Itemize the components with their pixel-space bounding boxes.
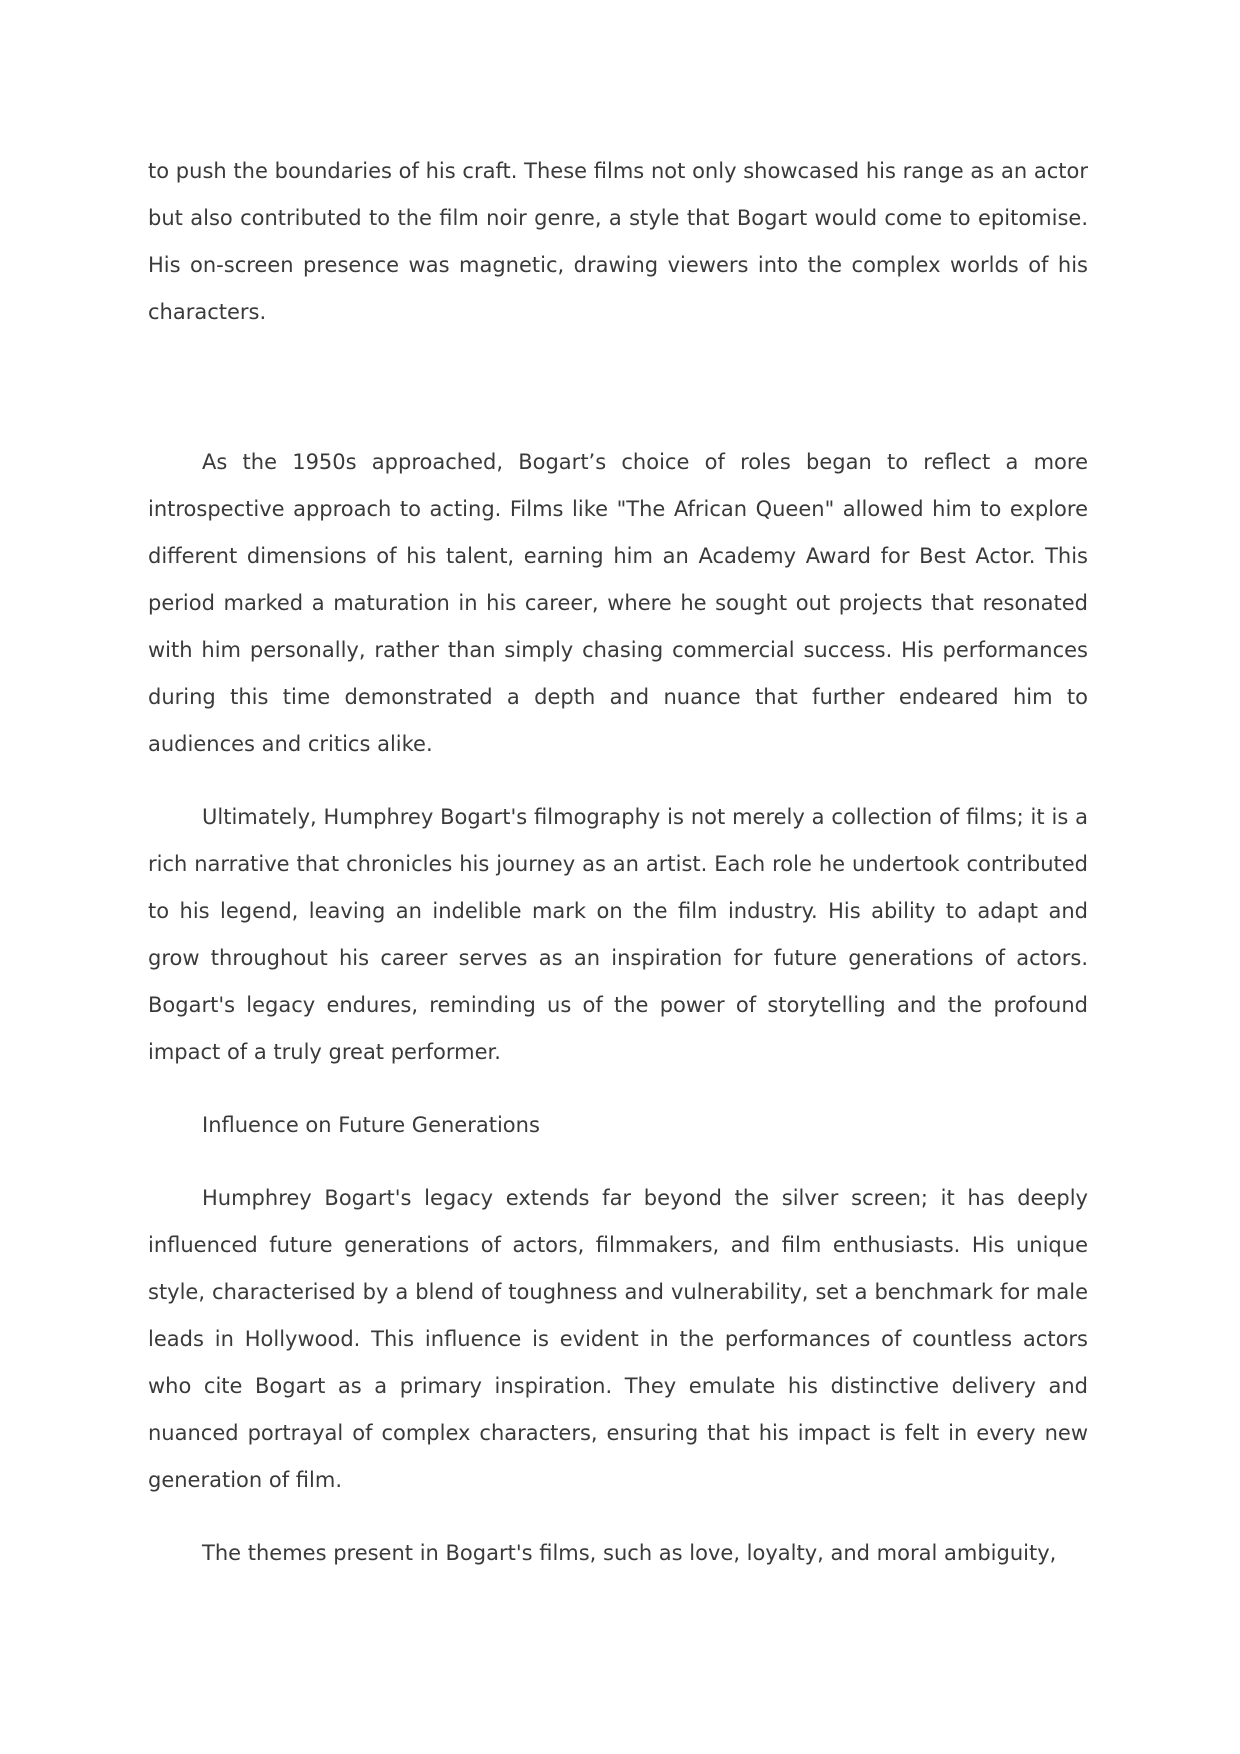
- document-page: [148, 148, 1088, 1648]
- paragraph-filmography: Ultimately, Humphrey Bogart's filmography is not merely a collection of films; it is a rich narrative that chronicles his journey as an artist. Each role he undertook contributed to his legend, leaving an indelible mark on the film industry. His ability to adapt and grow throughout his career serves as an inspiration for future generations of actors. Bogart's legacy endures, reminding us of the power of storytelling and the profound impact of a truly great performer.: [148, 805, 1088, 1064]
- paragraph-legacy: Humphrey Bogart's legacy extends far beyond the silver screen; it has deeply influenced future generations of actors, filmmakers, and film enthusiasts. His unique style, characterised by a blend of toughness and vulnerability, set a benchmark for male leads in Hollywood. This influence is evident in the performances of countless actors who cite Bogart as a primary inspiration. They emulate his distinctive delivery and nuanced portrayal of complex characters, ensuring that his impact is felt in every new generation of film.: [148, 1186, 1088, 1492]
- paragraph-film-noir: to push the boundaries of his craft. These films not only showcased his range as an actor but also contributed to the film noir genre, a style that Bogart would come to epitomise. His on-screen presence was magnetic, drawing viewers into the complex worlds of his characters.: [148, 159, 1088, 324]
- paragraph-1950s-roles: As the 1950s approached, Bogart’s choice of roles began to reflect a more introspective approach to acting. Films like "The African Queen" allowed him to explore different dimensions of his talent, earning him an Academy Award for Best Actor. This period marked a maturation in his career, where he sought out projects that resonated with him personally, rather than simply chasing commercial success. His performances during this time demonstrated a depth and nuance that further endeared him to audiences and critics alike.: [148, 450, 1088, 756]
- section-heading: Influence on Future Generations: [202, 1113, 540, 1137]
- paragraph-themes: The themes present in Bogart's films, such as love, loyalty, and moral ambiguity,: [202, 1541, 1057, 1565]
